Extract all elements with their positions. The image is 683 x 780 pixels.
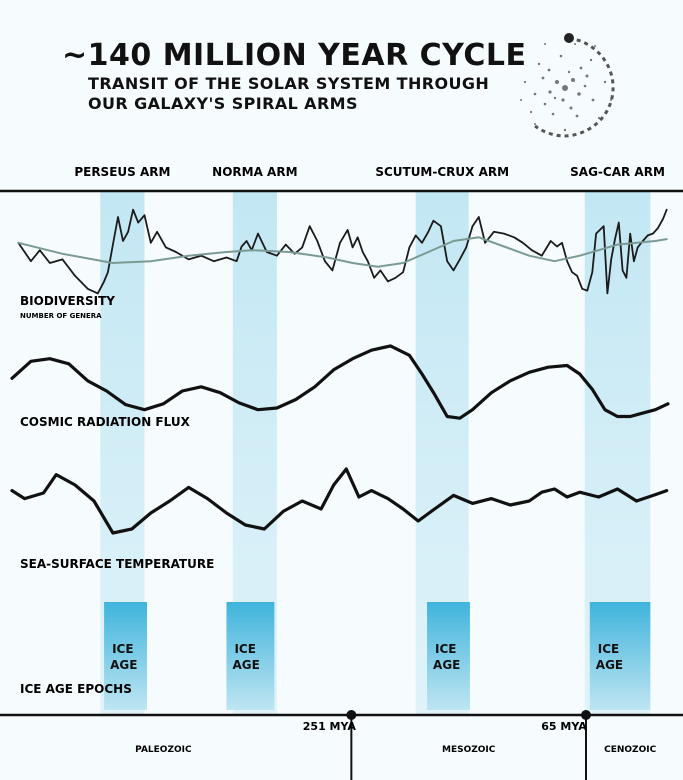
biodiversity-point — [213, 261, 214, 262]
arm-label-perseus-arm: PERSEUS ARM — [74, 165, 171, 179]
ice-age-block — [226, 602, 274, 710]
arm-label-norma-arm: NORMA ARM — [212, 165, 298, 179]
biodiversity-point — [522, 242, 523, 243]
chart-subtitle-line-1: TRANSIT OF THE SOLAR SYSTEM THROUGH — [88, 74, 490, 93]
cosmic-radiation-flux-point — [239, 402, 240, 403]
biodiversity-point — [403, 272, 404, 273]
biodiversity-point — [317, 240, 318, 241]
sea-surface-temperature-point — [371, 490, 372, 491]
cosmic-radiation-flux-point — [472, 409, 473, 410]
sea-surface-temperature-point — [598, 496, 599, 497]
cosmic-radiation-flux-point — [390, 345, 391, 346]
sea-surface-temperature-point — [554, 488, 555, 489]
sea-surface-temperature-point — [302, 500, 303, 501]
cosmic-radiation-flux-point — [434, 394, 435, 395]
chart-subtitle-line-2: OUR GALAXY'S SPIRAL ARMS — [88, 94, 358, 113]
sea-surface-temperature-point — [666, 490, 667, 491]
cosmic-radiation-flux-point — [220, 392, 221, 393]
biodiversity-point — [226, 257, 227, 258]
era-label-cenozoic: CENOZOIC — [604, 745, 657, 755]
biodiversity-point — [541, 255, 542, 256]
cosmic-radiation-flux-point — [11, 378, 12, 379]
biodiversity-point — [387, 281, 388, 282]
biodiversity-point — [637, 247, 638, 248]
biodiversity-point — [332, 270, 333, 271]
cosmic-radiation-flux-point — [49, 358, 50, 359]
panel-label-cosmic-radiation-flux: COSMIC RADIATION FLUX — [20, 415, 190, 429]
biodiversity-point — [309, 226, 310, 227]
sea-surface-temperature-point — [387, 498, 388, 499]
biodiversity-point — [30, 261, 31, 262]
cosmic-radiation-flux-point — [510, 380, 511, 381]
chart-title: ~140 MILLION YEAR CYCLE — [62, 38, 527, 73]
biodiversity-point — [592, 272, 593, 273]
biodiversity-point — [241, 246, 242, 247]
ice-age-block — [590, 602, 651, 710]
sea-surface-temperature-point — [283, 511, 284, 512]
biodiversity-point — [453, 270, 454, 271]
biodiversity-point — [380, 270, 381, 271]
ice-age-block-label: ICE — [435, 642, 457, 656]
biodiversity-point — [367, 261, 368, 262]
biodiversity-point — [150, 242, 151, 243]
biodiversity-point — [107, 272, 108, 273]
cosmic-radiation-flux-point — [68, 363, 69, 364]
cosmic-radiation-flux-point — [567, 365, 568, 366]
biodiversity-point — [49, 262, 50, 263]
sea-surface-temperature-point — [541, 492, 542, 493]
biodiversity-point — [144, 215, 145, 216]
cosmic-radiation-flux-point — [314, 386, 315, 387]
cosmic-radiation-flux-point — [30, 361, 31, 362]
era-boundary-dot — [581, 710, 591, 720]
biodiversity-point — [531, 250, 532, 251]
sea-surface-temperature-point — [112, 532, 113, 533]
biodiversity-point — [493, 231, 494, 232]
sea-surface-temperature-point — [188, 487, 189, 488]
panel-label-ice-age-epochs: ICE AGE EPOCHS — [20, 682, 132, 696]
biodiversity-point — [165, 247, 166, 248]
ice-age-block — [427, 602, 470, 710]
cosmic-radiation-flux-point — [604, 409, 605, 410]
biodiversity-point — [246, 240, 247, 241]
sea-surface-temperature-point — [169, 500, 170, 501]
biodiversity-point — [596, 233, 597, 234]
arm-label-scutum-crux-arm: SCUTUM-CRUX ARM — [375, 165, 510, 179]
cosmic-radiation-flux-point — [163, 403, 164, 404]
cosmic-radiation-flux-point — [529, 372, 530, 373]
sea-surface-temperature-point — [529, 500, 530, 501]
cosmic-radiation-flux-point — [371, 350, 372, 351]
biodiversity-point — [175, 251, 176, 252]
cosmic-radiation-flux-point — [257, 409, 258, 410]
biodiversity-point — [459, 259, 460, 260]
biodiversity-point — [421, 242, 422, 243]
biodiversity-point — [409, 247, 410, 248]
biodiversity-point — [485, 242, 486, 243]
cosmic-radiation-flux-point — [592, 389, 593, 390]
biodiversity-point — [599, 229, 600, 230]
era-boundary-label: 251 MYA — [302, 720, 356, 733]
biodiversity-point — [626, 277, 627, 278]
sea-surface-temperature-point — [617, 488, 618, 489]
biodiversity-point — [122, 240, 123, 241]
biodiversity-point — [577, 275, 578, 276]
biodiversity-point — [514, 237, 515, 238]
biodiversity-point — [622, 270, 623, 271]
biodiversity-point — [285, 244, 286, 245]
biodiversity-point — [352, 247, 353, 248]
biodiversity-point — [603, 226, 604, 227]
cosmic-radiation-flux-point — [617, 416, 618, 417]
biodiversity-point — [236, 261, 237, 262]
biodiversity-point — [433, 220, 434, 221]
biodiversity-point — [276, 255, 277, 256]
biodiversity-point — [587, 290, 588, 291]
cosmic-radiation-flux-point — [144, 409, 145, 410]
biodiversity-point — [657, 228, 658, 229]
sea-surface-temperature-point — [636, 500, 637, 501]
sea-surface-temperature-point — [150, 512, 151, 513]
biodiversity-point — [428, 231, 429, 232]
biodiversity-point — [630, 233, 631, 234]
ice-age-block-label: AGE — [232, 658, 260, 672]
sea-surface-temperature-point — [43, 492, 44, 493]
sea-surface-temperature-point — [434, 508, 435, 509]
panel-label-biodiversity: BIODIVERSITY — [20, 294, 115, 308]
sea-surface-temperature-point — [207, 498, 208, 499]
ice-age-block-label: AGE — [433, 658, 461, 672]
cosmic-radiation-flux-point — [125, 404, 126, 405]
cosmic-radiation-flux-point — [87, 380, 88, 381]
biodiversity-point — [347, 229, 348, 230]
biodiversity-point — [112, 244, 113, 245]
biodiversity-point — [440, 226, 441, 227]
cosmic-radiation-flux-point — [276, 407, 277, 408]
biodiversity-point — [614, 239, 615, 240]
biodiversity-point — [415, 235, 416, 236]
sea-surface-temperature-point — [567, 496, 568, 497]
cosmic-radiation-flux-point — [459, 418, 460, 419]
biodiversity-point — [447, 261, 448, 262]
biodiversity-point — [104, 281, 105, 282]
biodiversity-point — [550, 240, 551, 241]
biodiversity-point — [117, 216, 118, 217]
cosmic-radiation-flux-point — [642, 413, 643, 414]
biodiversity-point — [157, 231, 158, 232]
sea-surface-temperature-point — [510, 504, 511, 505]
biodiversity-point — [472, 226, 473, 227]
sea-surface-temperature-point — [333, 484, 334, 485]
biodiversity-point — [611, 259, 612, 260]
biodiversity-point — [357, 237, 358, 238]
sea-surface-temperature-point — [346, 468, 347, 469]
sea-surface-temperature-point — [655, 494, 656, 495]
sea-surface-temperature-point — [418, 520, 419, 521]
ice-age-block-label: ICE — [112, 642, 134, 656]
biodiversity-point — [188, 259, 189, 260]
sea-surface-temperature-point — [131, 528, 132, 529]
ice-age-block-label: AGE — [110, 658, 138, 672]
sea-surface-temperature-point — [226, 512, 227, 513]
era-label-mesozoic: MESOZOIC — [441, 745, 496, 755]
cosmic-radiation-flux-point — [421, 373, 422, 374]
cosmic-radiation-flux-point — [201, 386, 202, 387]
era-boundary-dot — [346, 710, 356, 720]
biodiversity-point — [339, 242, 340, 243]
cosmic-radiation-flux-point — [182, 390, 183, 391]
era-label-paleozoic: PALEOZOIC — [135, 745, 192, 755]
biodiversity-point — [572, 272, 573, 273]
panel-label-sea-surface-temperature: SEA-SURFACE TEMPERATURE — [20, 557, 215, 571]
ice-age-block-label: AGE — [595, 658, 624, 672]
biodiversity-point — [633, 261, 634, 262]
biodiversity-point — [466, 247, 467, 248]
sea-surface-temperature-point — [453, 495, 454, 496]
biodiversity-point — [582, 288, 583, 289]
cosmic-radiation-flux-point — [491, 392, 492, 393]
biodiversity-point — [567, 261, 568, 262]
sea-surface-temperature-point — [472, 503, 473, 504]
sea-surface-temperature-point — [579, 492, 580, 493]
cosmic-radiation-flux-point — [333, 369, 334, 370]
biodiversity-point — [128, 231, 129, 232]
biodiversity-point — [478, 216, 479, 217]
biodiversity-point — [87, 288, 88, 289]
biodiversity-point — [618, 222, 619, 223]
biodiversity-point — [138, 222, 139, 223]
biodiversity-point — [662, 218, 663, 219]
biodiversity-point — [395, 277, 396, 278]
cosmic-radiation-flux-point — [447, 416, 448, 417]
panel-sublabel-biodiversity: NUMBER OF GENERA — [20, 312, 102, 320]
cosmic-radiation-flux-point — [295, 399, 296, 400]
biodiversity-point — [39, 250, 40, 251]
biodiversity-point — [362, 251, 363, 252]
sea-surface-temperature-point — [358, 496, 359, 497]
biodiversity-point — [133, 209, 134, 210]
cosmic-radiation-flux-point — [667, 403, 668, 404]
cosmic-radiation-flux-point — [548, 367, 549, 368]
biodiversity-point — [302, 247, 303, 248]
sea-surface-temperature-point — [93, 500, 94, 501]
biodiversity-point — [607, 293, 608, 294]
cosmic-radiation-flux-point — [655, 409, 656, 410]
cosmic-radiation-flux-point — [409, 355, 410, 356]
biodiversity-point — [62, 259, 63, 260]
sea-surface-temperature-point — [491, 498, 492, 499]
sea-surface-temperature-point — [264, 528, 265, 529]
ice-age-block-label: ICE — [234, 642, 256, 656]
sea-surface-temperature-point — [321, 508, 322, 509]
biodiversity-point — [257, 233, 258, 234]
ice-age-block-label: ICE — [597, 642, 620, 656]
biodiversity-point — [666, 209, 667, 210]
cosmic-radiation-flux-point — [630, 416, 631, 417]
biodiversity-point — [647, 235, 648, 236]
sea-surface-temperature-point — [245, 524, 246, 525]
sea-surface-temperature-point — [24, 498, 25, 499]
era-boundary-label: 65 MYA — [541, 720, 587, 733]
cosmic-radiation-flux-point — [106, 390, 107, 391]
sea-surface-temperature-point — [403, 508, 404, 509]
cosmic-radiation-flux-point — [352, 358, 353, 359]
cosmic-radiation-flux-point — [579, 373, 580, 374]
biodiversity-point — [324, 261, 325, 262]
sea-surface-temperature-point — [75, 484, 76, 485]
biodiversity-point — [75, 275, 76, 276]
sea-surface-temperature-point — [56, 474, 57, 475]
biodiversity-point — [503, 233, 504, 234]
biodiversity-point — [561, 242, 562, 243]
arm-label-sag-car-arm: SAG-CAR ARM — [570, 165, 665, 179]
biodiversity-point — [374, 277, 375, 278]
biodiversity-point — [556, 246, 557, 247]
sea-surface-temperature-point — [11, 490, 12, 491]
biodiversity-point — [652, 233, 653, 234]
